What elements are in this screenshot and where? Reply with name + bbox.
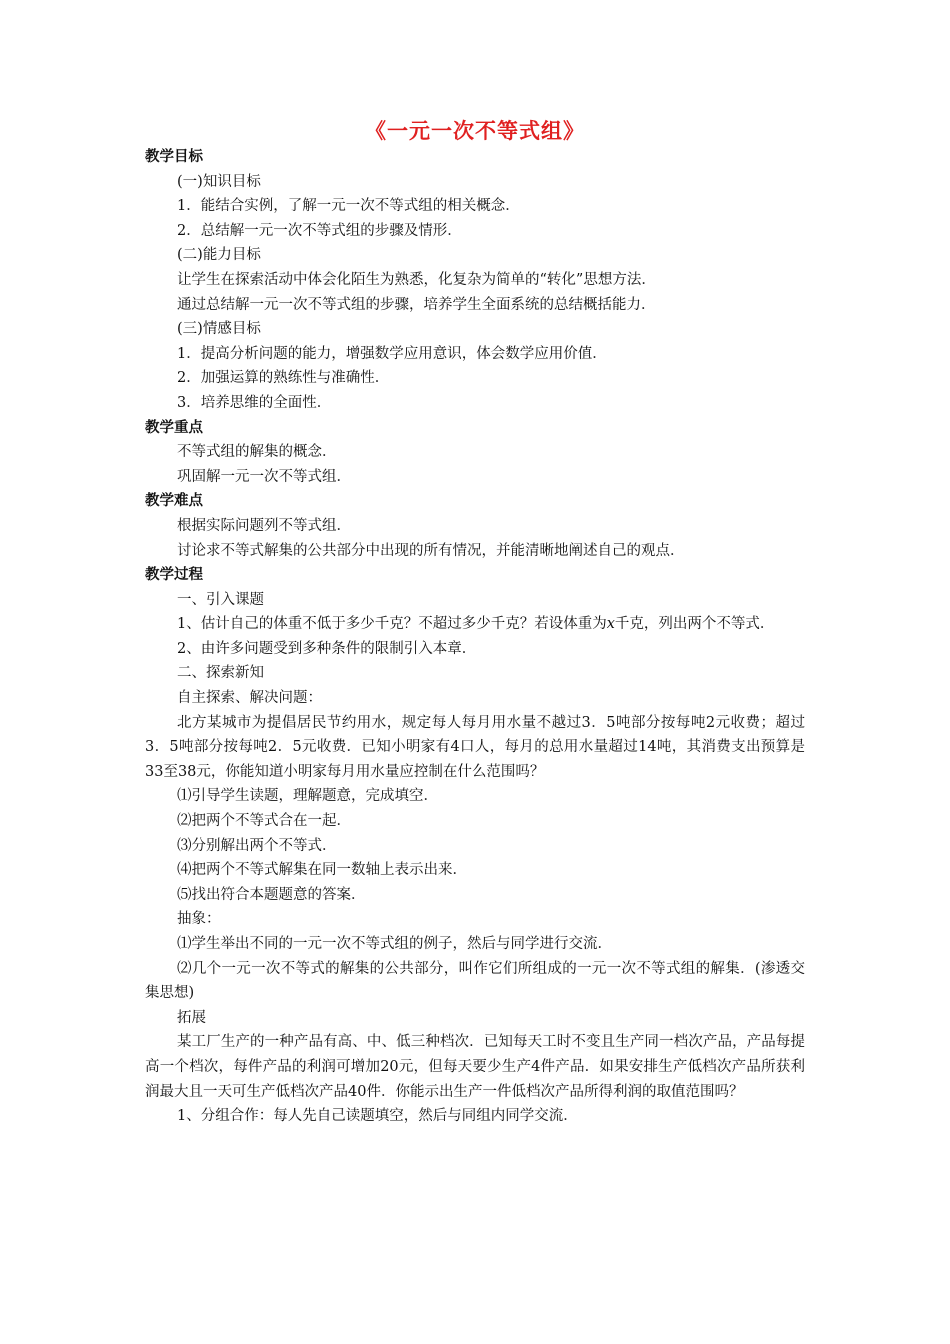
knowledge-heading: (一)知识目标 — [177, 173, 261, 190]
emotion-item: 2．加强运算的熟练性与准确性． — [177, 370, 390, 387]
abstract-item: ⑴学生举出不同的一元一次不等式组的例子，然后与同学进行交流． — [177, 936, 612, 952]
self-explore-label: 自主探索、解决问题： — [177, 690, 322, 707]
emotion-heading: (三)情感目标 — [177, 321, 261, 338]
intro-item: 2、由许多问题受到多种条件的限制引入本章． — [177, 640, 477, 657]
intro-item-text: 1、估计自己的体重不低于多少千克？不超过多少千克？若设体重为 — [177, 616, 607, 633]
document-body — [145, 145, 805, 1129]
intro-item-text: 千克，列出两个不等式． — [614, 616, 775, 633]
document-title: 《一元一次不等式组》 — [365, 119, 585, 143]
problem-step: ⑷把两个不等式解集在同一数轴上表示出来． — [177, 862, 467, 879]
ability-item: 让学生在探索活动中体会化陌生为熟悉，化复杂为简单的“转化”思想方法． — [177, 271, 656, 288]
water-problem: 北方某城市为提倡居民节约用水，规定每人每月用水量不越过3．5吨部分按每吨2元收费；超过3．5吨部分按每吨2．5元收费．已知小明家有4口人，每月的总用水量超过14吨，其消费支出预算是33至38元，你能知道小明家每月用水量应控制在什么范围吗？ — [145, 714, 805, 780]
abstract-item: ⑵几个一元一次不等式的解集的公共部分，叫作它们所组成的一元一次不等式组的解集．(渗透交集思想) — [145, 960, 805, 1002]
problem-step: ⑵把两个不等式合在一起． — [177, 813, 351, 830]
ability-item: 通过总结解一元一次不等式组的步骤，培养学生全面系统的总结概括能力． — [177, 296, 656, 313]
ability-heading: (二)能力目标 — [177, 247, 261, 264]
extend-heading: 拓展 — [177, 1009, 206, 1026]
variable-x: x — [606, 616, 615, 633]
key-point-item: 不等式组的解集的概念． — [177, 444, 337, 461]
key-points-heading: 教学重点 — [145, 419, 203, 436]
difficulty-item: 讨论求不等式解集的公共部分中出现的所有情况，并能清晰地阐述自己的观点． — [177, 542, 685, 559]
knowledge-item: 1．能结合实例，了解一元一次不等式组的相关概念． — [177, 198, 520, 215]
group-work-item: 1、分组合作：每人先自己读题填空，然后与同组内同学交流． — [177, 1108, 578, 1125]
problem-step: ⑸找出符合本题题意的答案． — [177, 886, 366, 903]
emotion-item: 1．提高分析问题的能力，增强数学应用意识，体会数学应用价值． — [177, 345, 607, 362]
difficulties-heading: 教学难点 — [145, 493, 203, 510]
knowledge-item: 2．总结解一元一次不等式组的步骤及情形． — [177, 222, 462, 239]
process-heading: 教学过程 — [145, 567, 203, 584]
problem-step: ⑶分别解出两个不等式． — [177, 837, 337, 854]
explore-heading: 二、探索新知 — [177, 665, 264, 682]
objectives-heading: 教学目标 — [145, 149, 203, 165]
difficulty-item: 根据实际问题列不等式组． — [177, 517, 351, 534]
key-point-item: 巩固解一元一次不等式组． — [177, 468, 351, 485]
emotion-item: 3．培养思维的全面性． — [177, 394, 332, 411]
intro-item — [145, 612, 805, 637]
problem-step: ⑴引导学生读题，理解题意，完成填空． — [177, 788, 438, 805]
intro-heading: 一、引入课题 — [177, 591, 264, 608]
abstract-heading: 抽象： — [177, 911, 221, 928]
factory-problem: 某工厂生产的一种产品有高、中、低三种档次．已知每天工时不变且生产同一档次产品，产品每提高一个档次，每件产品的利润可增加20元，但每天要少生产4件产品．如果安排生产低档次产品所获利润最大且一天可生产低档次产品40件．你能示出生产一件低档次产品所得利润的取值范围吗？ — [145, 1034, 805, 1100]
